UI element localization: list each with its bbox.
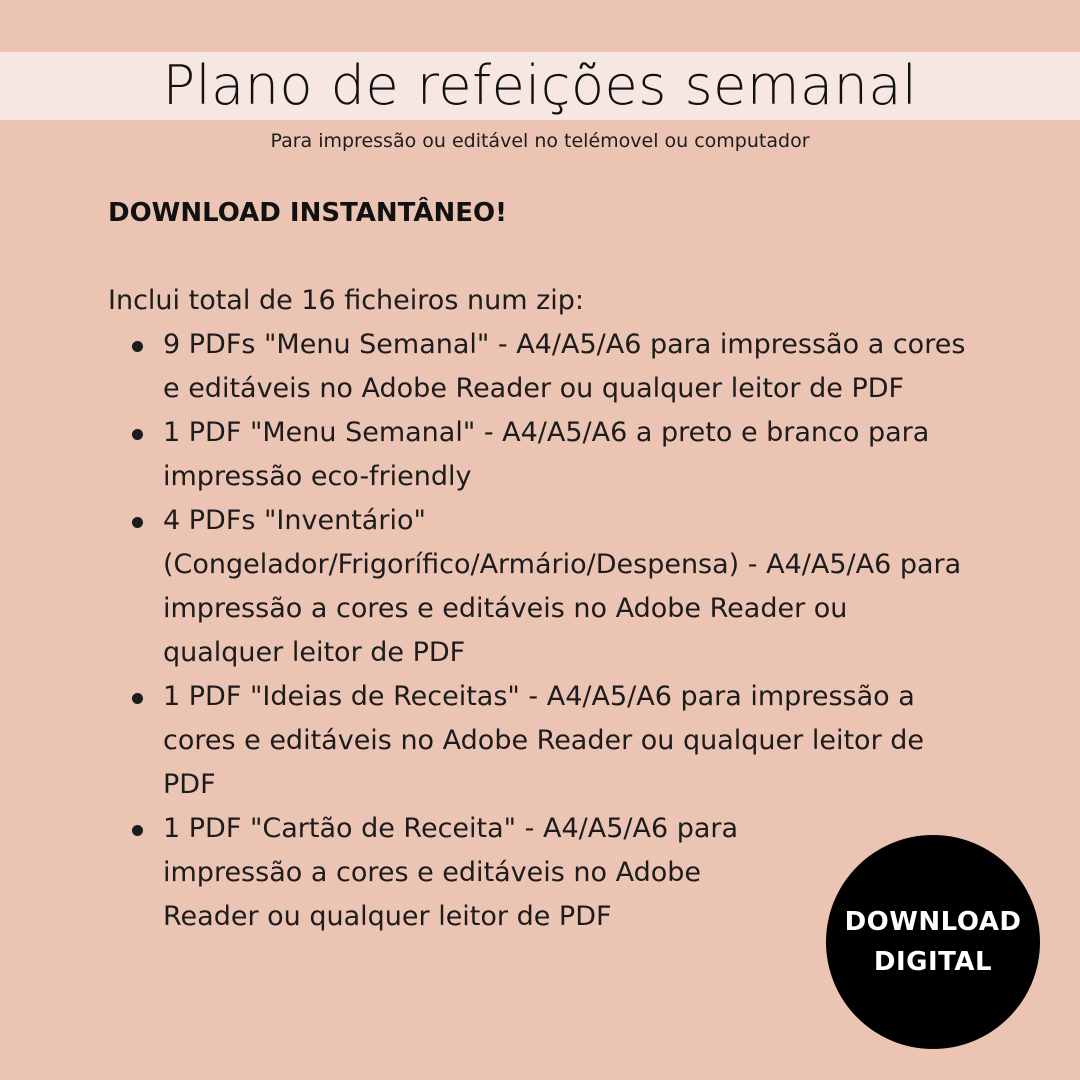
bullet-icon — [132, 341, 143, 352]
bullet-icon — [132, 825, 143, 836]
list-item-text: 1 PDF "Ideias de Receitas" - A4/A5/A6 para impressão a cores e editáveis no Adobe Reader ou qualquer leitor de PDF — [163, 681, 924, 800]
page-subtitle: Para impressão ou editável no telémovel ou computador — [270, 130, 810, 152]
bullet-icon — [132, 429, 143, 440]
badge-line-2: DIGITAL — [873, 947, 993, 977]
badge-line-1: DOWNLOAD — [844, 907, 1022, 937]
list-item-text: 9 PDFs "Menu Semanal" - A4/A5/A6 para impressão a cores e editáveis no Adobe Reader ou qualquer leitor de PDF — [163, 329, 966, 404]
content — [108, 193, 968, 939]
download-digital-badge — [826, 835, 1040, 1049]
page-title: Plano de refeições semanal — [162, 54, 918, 117]
list-item — [108, 323, 968, 411]
list-item — [108, 499, 968, 675]
bullet-icon — [132, 693, 143, 704]
list-item — [108, 411, 968, 499]
bullet-icon — [132, 517, 143, 528]
intro-text: Inclui total de 16 ficheiros num zip: — [108, 285, 584, 316]
list-item-text: 4 PDFs "Inventário" (Congelador/Frigorífico/Armário/Despensa) - A4/A5/A6 para impressão a cores e editáveis no Adobe Reader ou qualquer leitor de PDF — [163, 505, 962, 668]
list-item-text: 1 PDF "Cartão de Receita" - A4/A5/A6 para impressão a cores e editáveis no Adobe Reader ou qualquer leitor de PDF — [163, 813, 739, 932]
list-item-text: 1 PDF "Menu Semanal" - A4/A5/A6 a preto e branco para impressão eco-friendly — [163, 417, 930, 492]
instant-download-heading: DOWNLOAD INSTANTÂNEO! — [108, 198, 508, 228]
list-item — [108, 675, 968, 807]
file-list — [108, 323, 968, 939]
